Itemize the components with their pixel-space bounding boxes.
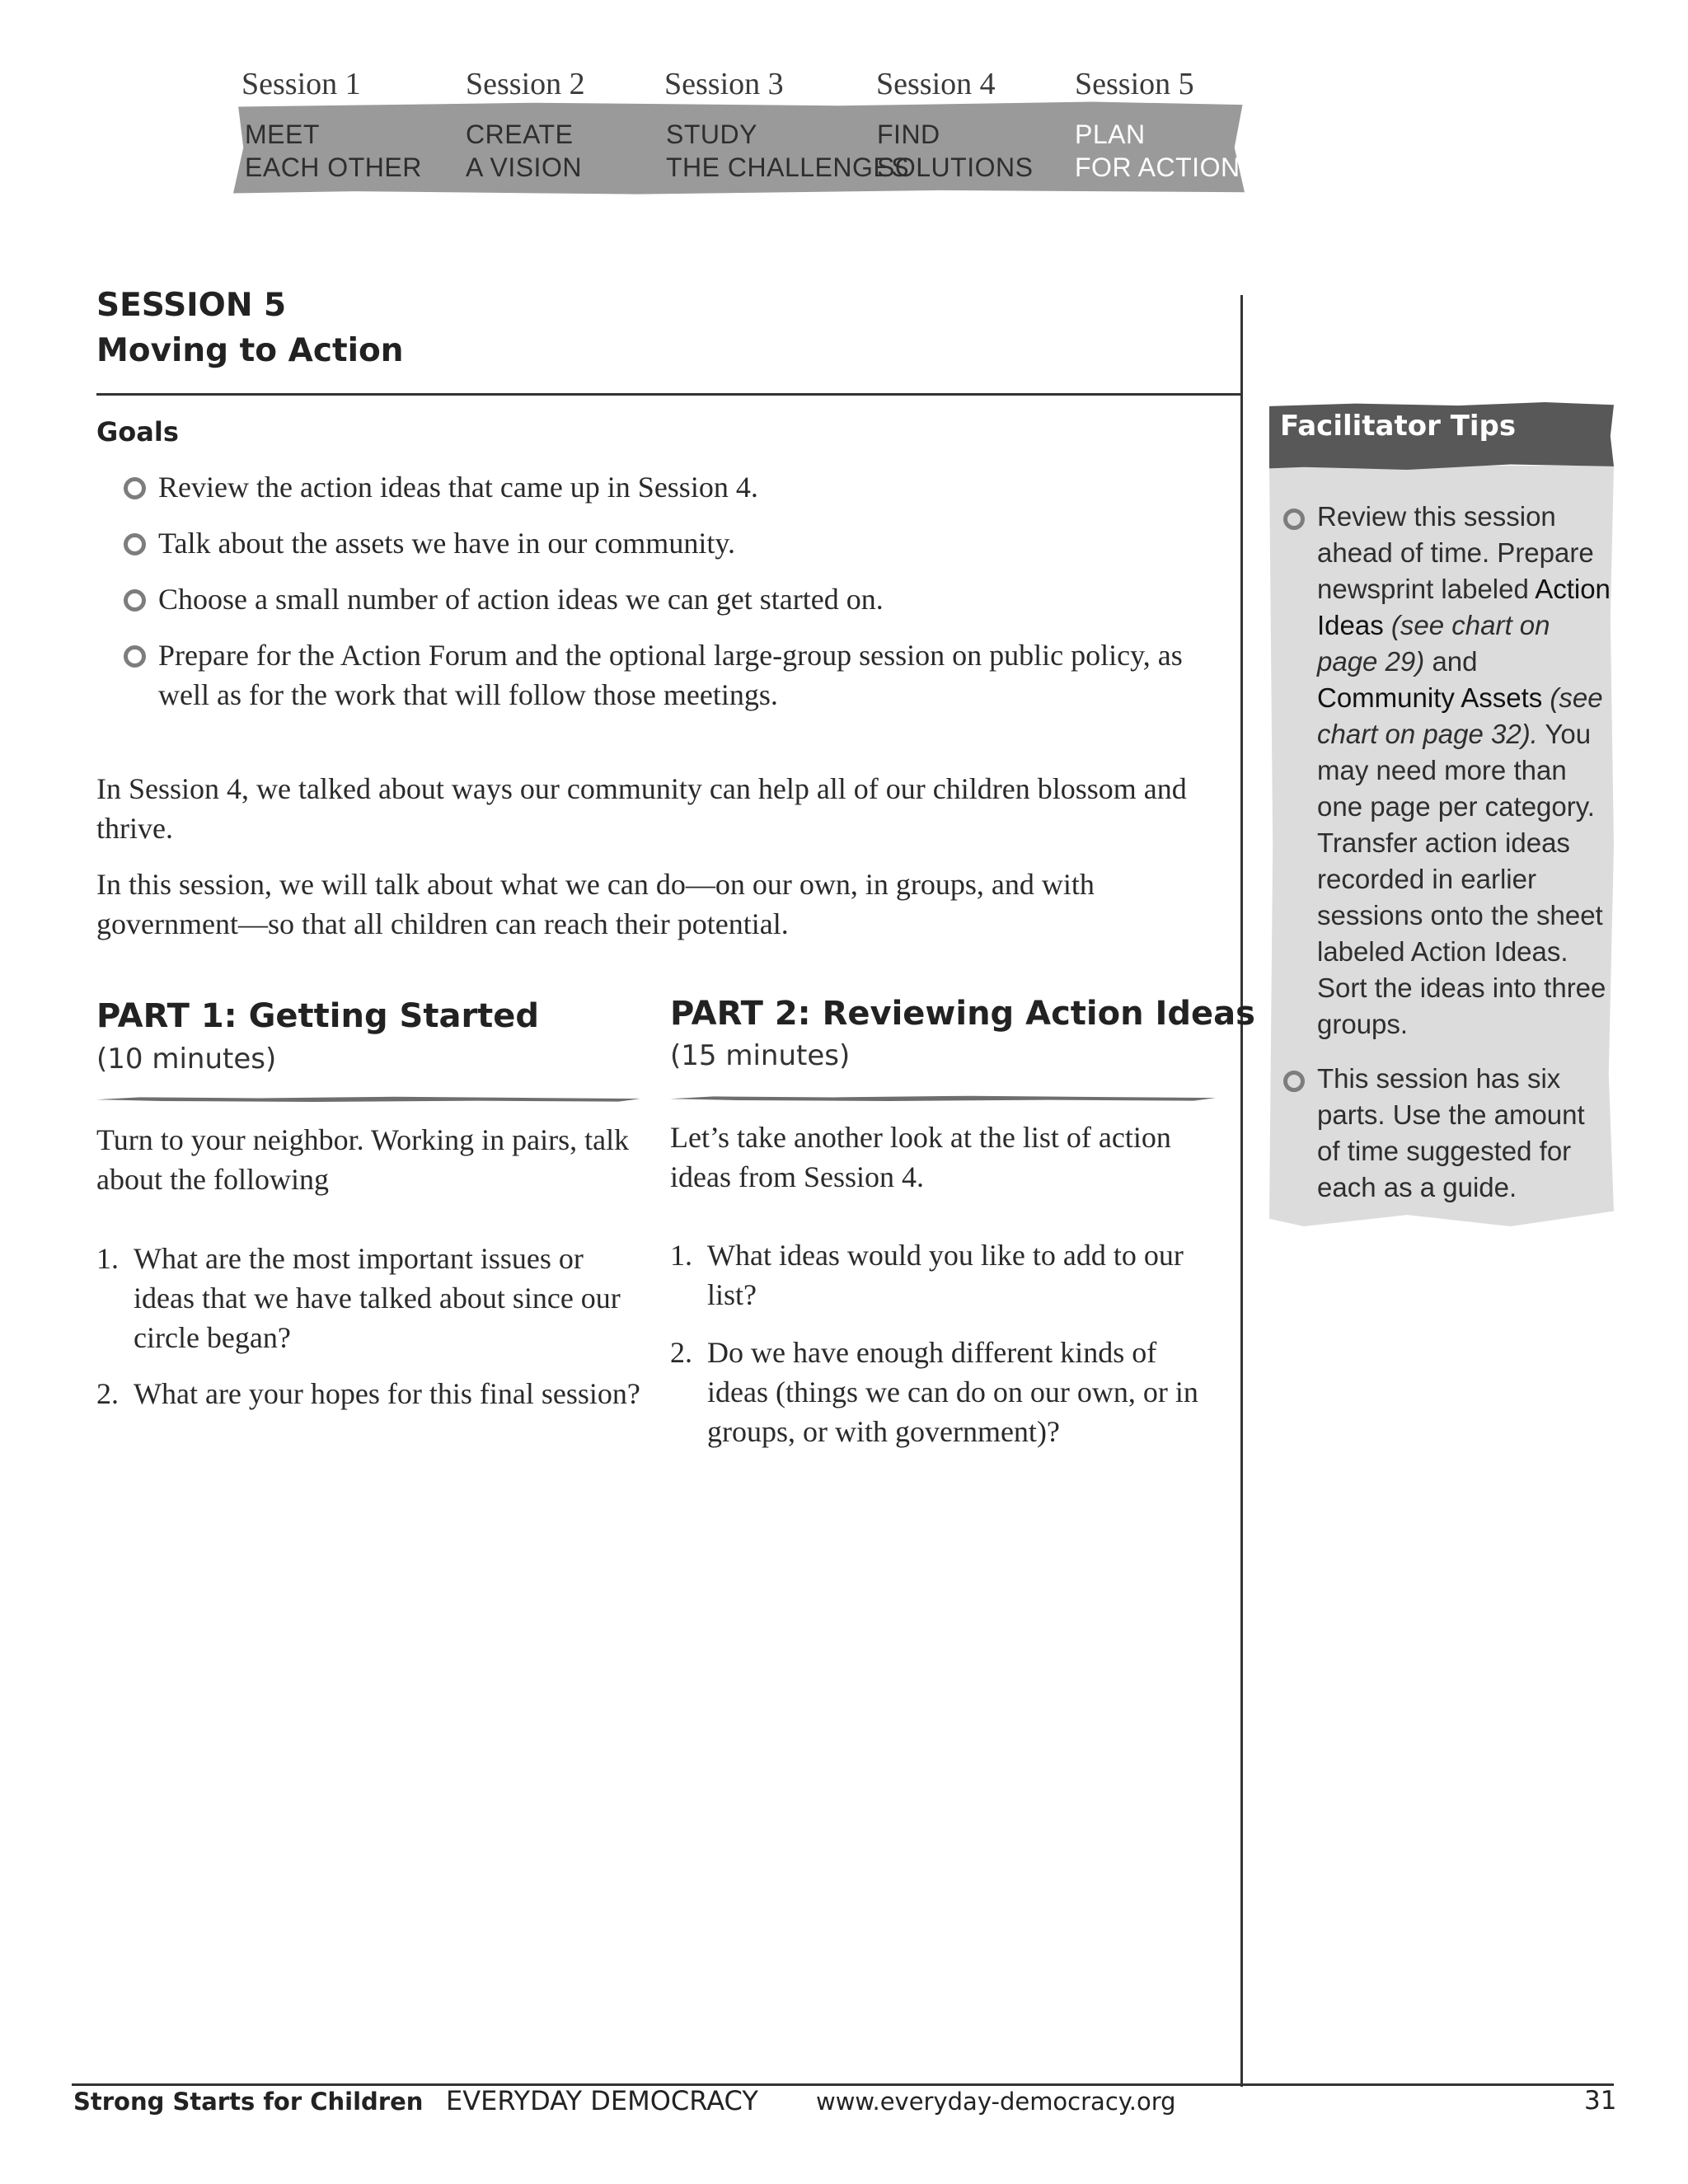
goals-heading: Goals (96, 416, 179, 448)
tip-page-reference: (see chart on page 32). (1317, 682, 1603, 749)
session-4-label: Session 4 (876, 67, 996, 101)
page-number: 31 (1584, 2086, 1617, 2116)
tip-page-reference: (see chart on page 29) (1317, 610, 1550, 677)
session-label: SESSION 5 (96, 287, 287, 324)
goal-item (124, 523, 1220, 563)
list-text: What ideas would you like to add to our list? (707, 1239, 1184, 1311)
part-1-list-item (96, 1374, 657, 1413)
list-text: Do we have enough different kinds of ideas (things we can do on our own, or in groups, or with government)? (707, 1336, 1198, 1448)
part-1-body: Turn to your neighbor. Working in pairs, talk about the following (96, 1123, 630, 1196)
list-number: 2. (96, 1377, 119, 1410)
intro-paragraph: In this session, we will talk about what we can do—on our own, in groups, and with government—so that all children can reach their potential. (96, 868, 1095, 940)
part-1-heading: PART 1: Getting Started (96, 997, 540, 1035)
part-2-heading: PART 2: Reviewing Action Ideas (670, 995, 1255, 1033)
list-text: What are the most important issues or ideas that we have talked about since our circle began? (134, 1242, 621, 1354)
session-3-task-line1: STUDY (666, 120, 757, 149)
session-3-label: Session 3 (664, 67, 784, 101)
circle-bullet-icon (124, 477, 146, 499)
tip-text: This session has six parts. Use the amount of time suggested for each as a guide. (1317, 1063, 1585, 1202)
session-2-task-line1: CREATE (466, 120, 574, 149)
circle-bullet-icon (124, 589, 146, 612)
session-5-task-line1: PLAN (1075, 120, 1146, 149)
goal-item (124, 635, 1220, 715)
tip-text-part: You may need more than one page per category. Transfer action ideas recorded in earlier sessions onto the sheet labeled Action Ideas. Sort the ideas into three groups. (1317, 719, 1606, 1039)
session-4-task-line2: SOLUTIONS (877, 152, 1034, 182)
circle-bullet-icon (124, 645, 146, 668)
facilitator-tip (1283, 499, 1613, 1043)
footer-website: www.everyday-democracy.org (816, 2088, 1176, 2116)
circle-bullet-icon (1283, 1071, 1305, 1092)
session-2-task (466, 118, 582, 184)
tip-text-part: and (1424, 646, 1478, 677)
part-1-divider (96, 1096, 640, 1102)
goal-item (124, 579, 1220, 619)
footer-divider (72, 2083, 1614, 2086)
facilitator-tip (1283, 1061, 1613, 1206)
goal-item (124, 467, 1220, 507)
tip-text (1283, 499, 1613, 1043)
list-number: 2. (670, 1336, 692, 1369)
part-1-duration: (10 minutes) (96, 1043, 277, 1076)
tip-emphasis-action-ideas: Action Ideas (1317, 574, 1611, 640)
intro-paragraph: In Session 4, we talked about ways our community can help all of our children blossom and thrive. (96, 772, 1187, 845)
part-1-list-item (96, 1239, 640, 1357)
facilitator-tips-title: Facilitator Tips (1280, 410, 1517, 443)
session-5-label: Session 5 (1075, 67, 1194, 101)
goal-text: Talk about the assets we have in our community. (158, 527, 735, 560)
footer-book-title: Strong Starts for Children (73, 2088, 424, 2116)
circle-bullet-icon (124, 533, 146, 555)
page-title: Moving to Action (96, 332, 404, 369)
circle-bullet-icon (1283, 509, 1305, 530)
list-number: 1. (670, 1239, 692, 1272)
tip-emphasis-community-assets: Community Assets (1317, 682, 1543, 713)
part-2-duration: (15 minutes) (670, 1039, 851, 1072)
column-divider (1240, 295, 1243, 2087)
session-1-task (245, 118, 422, 184)
session-1-label: Session 1 (241, 67, 361, 101)
goal-text: Choose a small number of action ideas we can get started on. (158, 583, 884, 616)
part-2-list-item (670, 1235, 1214, 1315)
session-4-task-line1: FIND (877, 120, 940, 149)
session-2-task-line2: A VISION (466, 152, 582, 182)
part-2-body: Let’s take another look at the list of action ideas from Session 4. (670, 1121, 1171, 1193)
session-5-task-current (1075, 118, 1240, 184)
part-2-divider (670, 1095, 1216, 1101)
part-2-list-item (670, 1333, 1222, 1451)
title-divider (96, 393, 1240, 396)
footer-organization: EVERYDAY DEMOCRACY (446, 2085, 758, 2116)
session-5-task-line2: FOR ACTION (1075, 152, 1240, 182)
session-1-task-line2: EACH OTHER (245, 152, 422, 182)
goal-text: Prepare for the Action Forum and the optional large-group session on public policy, as well as for the work that will follow those meetings. (158, 639, 1183, 711)
session-1-task-line1: MEET (245, 120, 320, 149)
list-text: What are your hopes for this final session? (134, 1377, 640, 1410)
list-number: 1. (96, 1242, 119, 1275)
session-3-task-line2: THE CHALLENGES (666, 152, 910, 182)
goal-text: Review the action ideas that came up in Session 4. (158, 471, 758, 504)
session-4-task (877, 118, 1033, 184)
session-3-task (666, 118, 909, 184)
tip-text-part: Review this session ahead of time. Prepare newsprint labeled (1317, 501, 1594, 604)
session-2-label: Session 2 (466, 67, 585, 101)
